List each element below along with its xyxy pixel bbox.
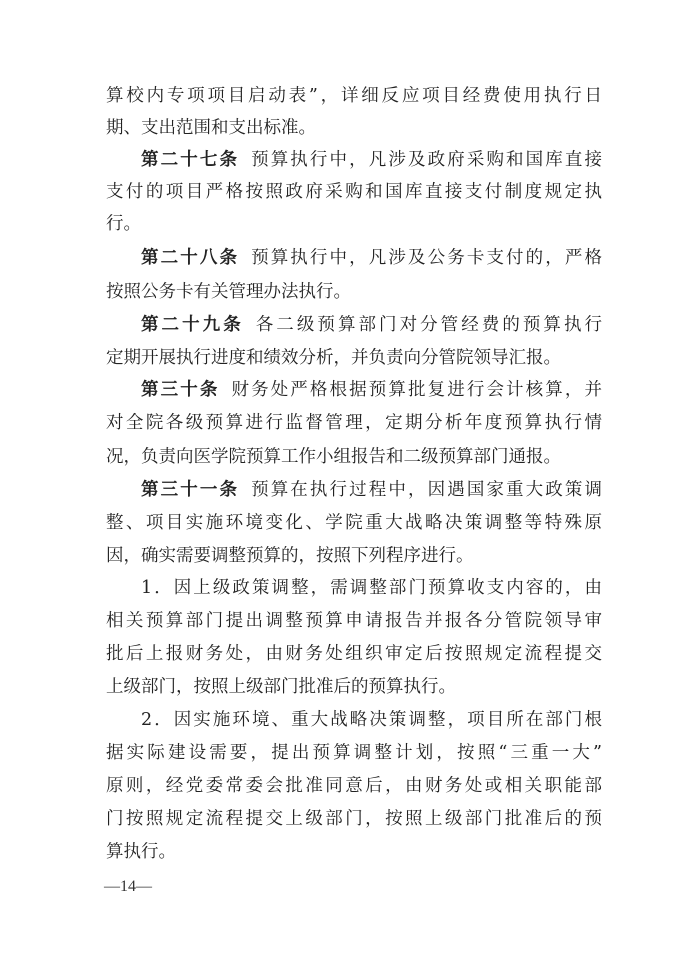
paragraph-line: 批后上报财务处，由财务处组织审定后按照规定流程提交 — [106, 644, 602, 664]
paragraph-line: 据实际建设需要，提出预算调整计划，按照“三重一大” — [106, 743, 602, 763]
paragraph-line: 定期开展执行进度和绩效分析，并负责向分管院领导汇报。 — [106, 348, 561, 368]
article-heading: 第二十九条 — [141, 315, 244, 335]
paragraph-line: 相关预算部门提出调整预算申请报告并报各分管院领导审 — [106, 611, 602, 631]
article-29: 第二十九条 各二级预算部门对分管经费的预算执行 — [141, 315, 603, 335]
article-heading: 第二十八条 — [141, 248, 240, 268]
paragraph-line: 支付的项目严格按照政府采购和国库直接支付制度规定执 — [106, 182, 602, 202]
article-28: 第二十八条 预算执行中，凡涉及公务卡支付的，严格 — [141, 248, 603, 268]
paragraph-line: 算校内专项项目启动表”，详细反应项目经费使用执行日 — [106, 86, 602, 106]
paragraph-line: 原则，经党委常委会批准同意后，由财务处或相关职能部 — [106, 776, 602, 796]
paragraph-line: 门按照规定流程提交上级部门，按照上级部门批准后的预 — [106, 809, 602, 829]
article-27: 第二十七条 预算执行中，凡涉及政府采购和国库直接 — [141, 150, 603, 170]
paragraph-line: 因，确实需要调整预算的，按照下列程序进行。 — [106, 546, 474, 566]
paragraph-line: 按照公务卡有关管理办法执行。 — [106, 282, 351, 302]
page-number: —14— — [104, 878, 152, 895]
paragraph-line: 整、项目实施环境变化、学院重大战略决策调整等特殊原 — [106, 513, 602, 533]
paragraph-line: 行。 — [106, 214, 141, 234]
paragraph-line: 况，负责向医学院预算工作小组报告和二级预算部门通报。 — [106, 447, 561, 467]
article-heading: 第三十一条 — [141, 480, 240, 500]
list-item-1: 1．因上级政策调整，需调整部门预算收支内容的，由 — [141, 578, 602, 598]
article-heading: 第二十七条 — [141, 150, 240, 170]
paragraph-line: 对全院各级预算进行监督管理，定期分析年度预算执行情 — [106, 413, 602, 433]
article-30: 第三十条 财务处严格根据预算批复进行会计核算，并 — [141, 380, 603, 400]
paragraph-line: 算执行。 — [106, 842, 176, 862]
article-31: 第三十一条 预算在执行过程中，因遇国家重大政策调 — [141, 480, 603, 500]
paragraph-line: 上级部门，按照上级部门批准后的预算执行。 — [106, 677, 456, 697]
list-item-2: 2．因实施环境、重大战略决策调整，项目所在部门根 — [141, 710, 602, 730]
article-heading: 第三十条 — [141, 380, 220, 400]
paragraph-line: 期、支出范围和支出标准。 — [106, 118, 316, 138]
